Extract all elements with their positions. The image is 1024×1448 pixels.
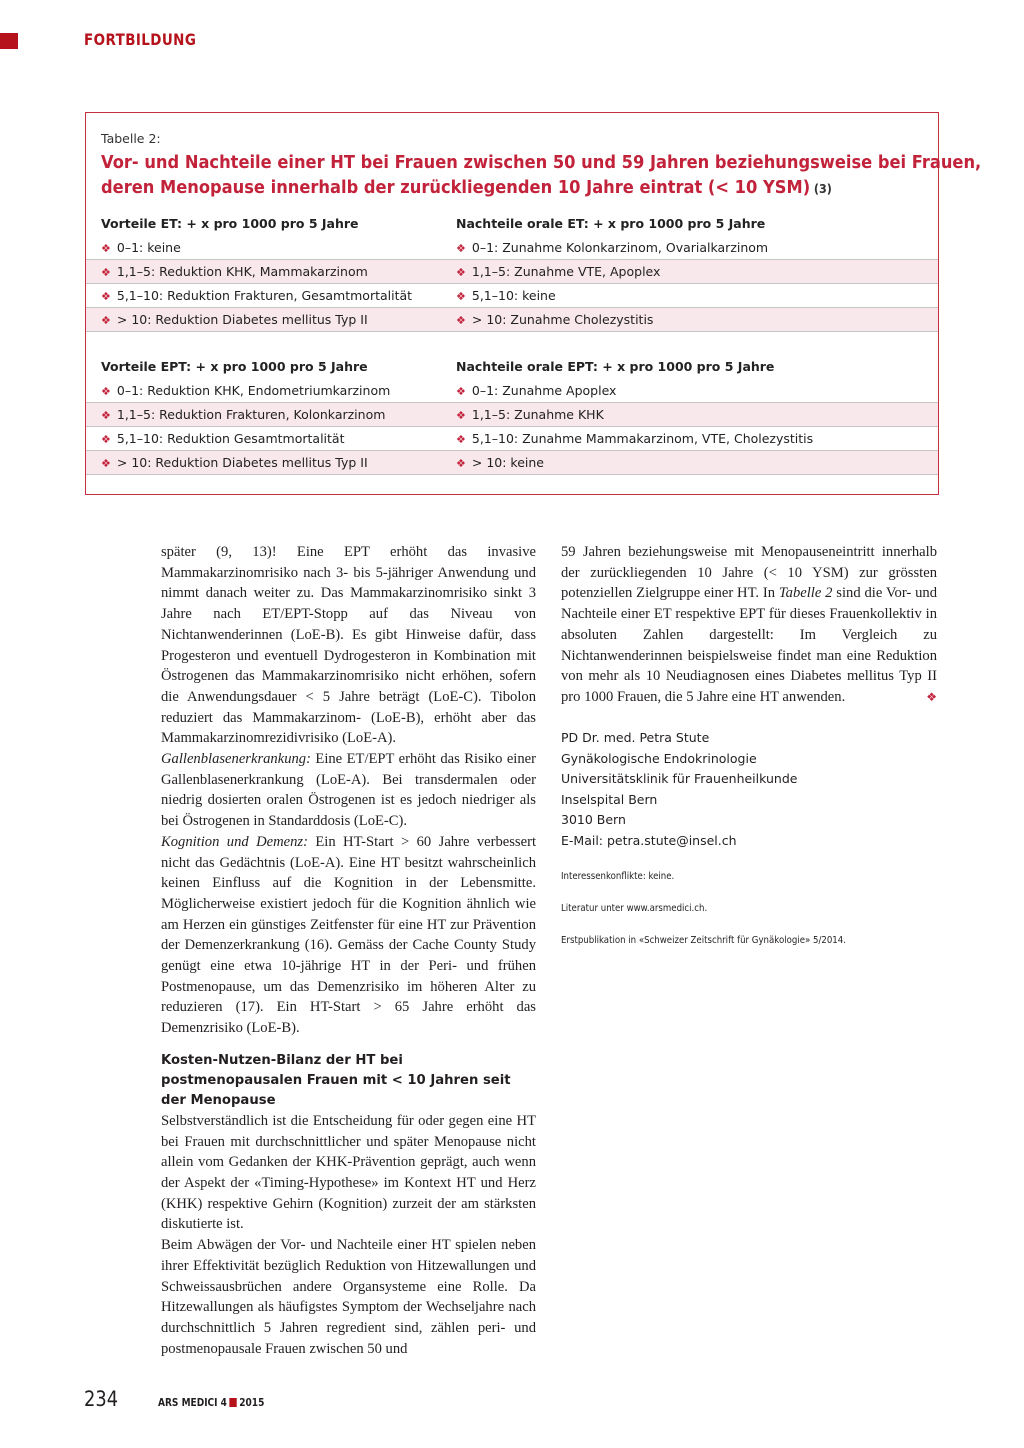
table-cell-left xyxy=(101,308,368,331)
bullet-icon: ❖ xyxy=(101,314,111,327)
body-paragraph: später (9, 13)! Eine EPT erhöht das invasive Mammakarzinomrisiko nach 3- bis 5-jähriger Anwendung und nimmt danach weiter zu. Das Mammakarzinomrisiko sinkt 3 Jahre nach ET/EPT-Stopp auf das Niveau von Nichtanwenderinnen (LoE-B). Es gibt Hinweise dafür, dass Progesteron und eventuell Dydrogesteron in Kombination mit Östrogenen das Mammakarzinomrisiko nicht erhöhen, sofern die Anwendungsdauer < 5 Jahre beträgt (LoE-C). Tibolon reduziert das Mammakarzinom- (LoE-B), erhöht aber das Mammakarzinomrezidivrisiko (LoE-A). xyxy=(161,544,536,747)
table-cell-right xyxy=(456,236,768,259)
table-cell-left xyxy=(101,236,181,259)
table-cell-left xyxy=(101,260,368,283)
table-title-line-2: deren Menopause innerhalb der zurückliegenden 10 Jahre eintrat (< 10 YSM) xyxy=(101,178,811,198)
table-cell-right xyxy=(456,284,556,307)
table-cell-left xyxy=(101,379,390,402)
body-paragraph xyxy=(561,542,937,708)
group1-left-header: Vorteile ET: + x pro 1000 pro 5 Jahre xyxy=(101,216,359,231)
cell-text: 1,1–5: Reduktion KHK, Mammakarzinom xyxy=(116,264,368,279)
table-cell-right xyxy=(456,379,616,402)
cell-text: 0–1: Zunahme Kolonkarzinom, Ovarialkarzinom xyxy=(471,240,769,255)
bullet-icon: ❖ xyxy=(456,290,466,303)
table-row xyxy=(86,260,938,284)
group1-right-header: Nachteile orale ET: + x pro 1000 pro 5 Jahre xyxy=(456,216,766,231)
bullet-icon: ❖ xyxy=(101,266,111,279)
table-row xyxy=(86,403,938,427)
bullet-icon: ❖ xyxy=(101,290,111,303)
table-row xyxy=(86,427,938,451)
body-paragraph: Beim Abwägen der Vor- und Nachteile einer HT spielen neben ihrer Effektivität bezüglich Reduktion von Hitzewallungen und Schweissausbrüchen andere Organsysteme eine Rolle. Da Hitzewallungen als häufigstes Symptom der Wechseljahre nach durchschnittlich 5 Jahren regredient sind, zählen peri- und postmenopausale Frauen zwischen 50 und xyxy=(161,1237,536,1357)
table-cell-right xyxy=(456,260,660,283)
bullet-icon: ❖ xyxy=(101,242,111,255)
cell-text: 1,1–5: Zunahme VTE, Apoplex xyxy=(471,264,661,279)
end-mark-icon: ❖ xyxy=(926,689,937,704)
table-reference-link: Tabelle 2 xyxy=(778,585,833,602)
section-subheading: Kosten-Nutzen-Bilanz der HT bei postmenopausalen Frauen mit < 10 Jahren seit der Menopause xyxy=(161,1052,511,1108)
bullet-icon: ❖ xyxy=(101,457,111,470)
body-paragraph xyxy=(161,749,536,832)
author-name: PD Dr. med. Petra Stute xyxy=(561,730,710,745)
cell-text: 0–1: Reduktion KHK, Endometriumkarzinom xyxy=(116,383,391,398)
paragraph-text: 59 Jahren beziehungsweise mit Menopauseneintritt innerhalb der zurückliegenden 10 Jahre (< 10 YSM) zur grössten potenziellen Zielgruppe einer HT. In xyxy=(561,544,937,602)
table-cell-left xyxy=(101,427,344,450)
bullet-icon: ❖ xyxy=(101,385,111,398)
cell-text: 0–1: keine xyxy=(116,240,181,255)
first-publication-note: Erstpublikation in «Schweizer Zeitschrift für Gynäkologie» 5/2014. xyxy=(561,935,846,946)
author-block xyxy=(561,728,797,852)
paragraph-text: Ein HT-Start > 60 Jahre verbessert nicht das Gedächtnis (LoE-A). Eine HT besitzt wahrscheinlich keinen Einfluss auf die Kognition in der Lebensmitte. Möglicherweise existiert jedoch für die Kognition ähnlich wie am Herzen ein günstiges Zeitfenster für eine HT zur Prävention der Demenzerkrankung (16). Gemäss der Cache County Study genügt eine etwa 10-jährige HT in der Peri- und frühen Postmenopause, um das Demenzrisiko im höheren Alter zu reduzieren (17). Ein HT-Start > 65 Jahre erhöht das Demenzrisiko (LoE-B). xyxy=(161,833,536,1037)
journal-name: ARS MEDICI 4 xyxy=(158,1396,227,1409)
author-hospital: Inselspital Bern xyxy=(561,791,658,807)
bullet-icon: ❖ xyxy=(456,409,466,422)
table-title xyxy=(101,151,982,202)
cell-text: > 10: keine xyxy=(471,455,544,470)
literature-note: Literatur unter www.arsmedici.ch. xyxy=(561,903,708,914)
table-cell-right xyxy=(456,427,813,450)
table-row xyxy=(86,379,938,403)
table-row xyxy=(86,236,938,260)
bullet-icon: ❖ xyxy=(456,433,466,446)
author-city: 3010 Bern xyxy=(561,812,626,828)
table-reference: (3) xyxy=(813,182,832,196)
table-row xyxy=(86,284,938,308)
paragraph-text: sind die Vor- und Nachteile einer ET respektive EPT für dieses Frauenkollektiv in absoluten Zahlen dargestellt: Im Vergleich zu Nichtanwenderinnen beispielsweise findet man eine Reduktion von mehr als 10 Neudiagnosen eines Diabetes mellitus Typ II pro 1000 Frauen, die 5 Jahre eine HT anwenden. xyxy=(561,585,937,705)
cell-text: > 10: Zunahme Cholezystitis xyxy=(471,312,654,327)
bullet-icon: ❖ xyxy=(101,409,111,422)
bullet-icon: ❖ xyxy=(456,266,466,279)
journal-year: 2015 xyxy=(239,1396,265,1409)
group2-left-header: Vorteile EPT: + x pro 1000 pro 5 Jahre xyxy=(101,359,368,374)
body-column-right xyxy=(561,542,937,708)
table-cell-left xyxy=(101,284,412,307)
table-cell-left xyxy=(101,403,385,426)
bullet-icon: ❖ xyxy=(456,385,466,398)
cell-text: 5,1–10: Reduktion Frakturen, Gesamtmortalität xyxy=(116,288,413,303)
table-2 xyxy=(85,112,982,495)
cell-text: 5,1–10: Reduktion Gesamtmortalität xyxy=(116,431,345,446)
cell-text: > 10: Reduktion Diabetes mellitus Typ II xyxy=(116,455,368,470)
paragraph-text: Eine ET/EPT erhöht das Risiko einer Gallenblasenerkrankung (LoE-A). Bei transdermalen oder niedrig dosierten oralen Östrogenen ist es jedoch niedriger als bei Östrogenen in Standarddosis (LoE-C). xyxy=(161,751,536,830)
author-email: E-Mail: petra.stute@insel.ch xyxy=(561,832,737,848)
table-cell-right xyxy=(456,403,604,426)
table-title-line-1: Vor- und Nachteile einer HT bei Frauen zwischen 50 und 59 Jahren beziehungsweise bei Frauen, xyxy=(101,153,982,173)
square-separator-icon xyxy=(229,1398,236,1407)
body-column-left xyxy=(161,542,536,1359)
paragraph-lead: Kognition und Demenz: xyxy=(161,833,308,850)
group2-right-header: Nachteile orale EPT: + x pro 1000 pro 5 Jahre xyxy=(456,359,775,374)
table-row xyxy=(86,308,938,332)
bullet-icon: ❖ xyxy=(456,314,466,327)
cell-text: 5,1–10: keine xyxy=(471,288,556,303)
author-clinic: Universitätsklinik für Frauenheilkunde xyxy=(561,771,798,787)
body-paragraph: Selbstverständlich ist die Entscheidung für oder gegen eine HT bei Frauen mit durchschnittlicher und später Menopause nicht allein vom Gedanken der KHK-Prävention geprägt, auch wenn der Aspekt der «Timing-Hypothese» im Kontext HT und Herz (KHK) respektive Gehirn (Kognition) zurzeit der am stärksten diskutierte ist. xyxy=(161,1112,536,1233)
bullet-icon: ❖ xyxy=(456,457,466,470)
journal-info xyxy=(158,1396,264,1409)
author-department: Gynäkologische Endokrinologie xyxy=(561,750,757,766)
paragraph-lead: Gallenblasenerkrankung: xyxy=(161,751,311,768)
table-cell-right xyxy=(456,451,544,474)
cell-text: 1,1–5: Zunahme KHK xyxy=(471,407,604,422)
bullet-icon: ❖ xyxy=(456,242,466,255)
table-row xyxy=(86,451,938,475)
section-marker xyxy=(0,33,18,49)
table-cell-right xyxy=(456,308,653,331)
cell-text: 0–1: Zunahme Apoplex xyxy=(471,383,617,398)
conflict-note: Interessenkonflikte: keine. xyxy=(561,871,675,882)
cell-text: 1,1–5: Reduktion Frakturen, Kolonkarzinom xyxy=(116,407,386,422)
page-number: 234 xyxy=(84,1387,119,1411)
cell-text: > 10: Reduktion Diabetes mellitus Typ II xyxy=(116,312,368,327)
section-label: FORTBILDUNG xyxy=(84,30,197,49)
body-paragraph xyxy=(161,832,536,1039)
cell-text: 5,1–10: Zunahme Mammakarzinom, VTE, Cholezystitis xyxy=(471,431,814,446)
table-cell-left xyxy=(101,451,368,474)
bullet-icon: ❖ xyxy=(101,433,111,446)
table-caption: Tabelle 2: xyxy=(101,131,161,146)
